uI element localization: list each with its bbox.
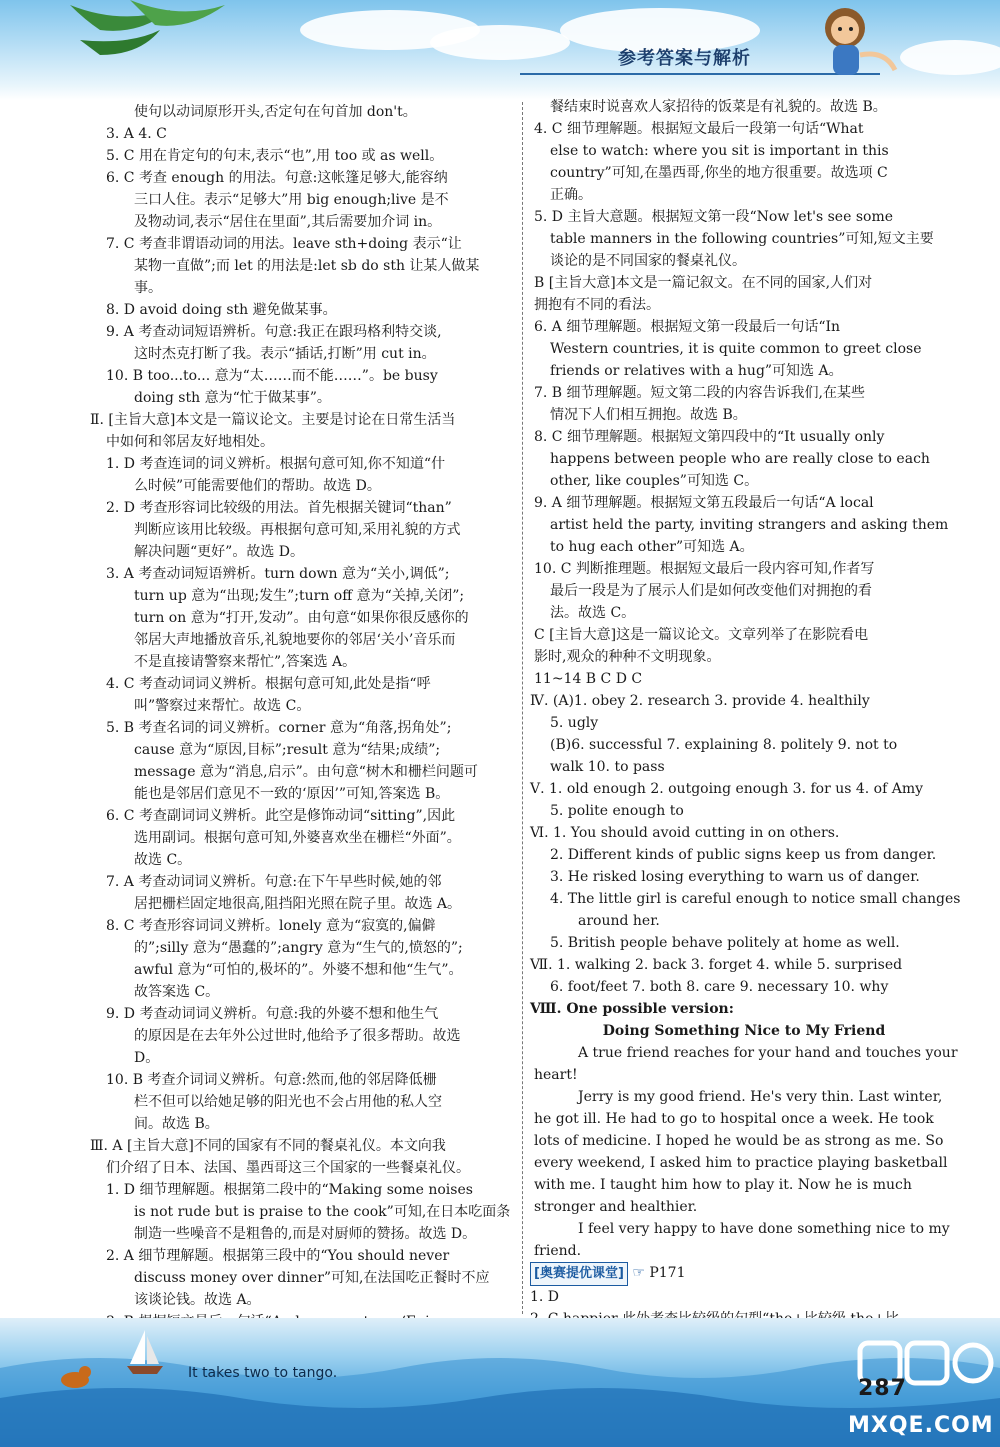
answer-line: 6. foot/feet 7. both 8. care 9. necessary 10. why [550, 979, 889, 995]
answer-line: 间。故选 B。 [134, 1116, 219, 1132]
answer-line: 判断应该用比较级。再根据句意可知,采用礼貌的方式 [134, 522, 461, 538]
answer-line: 及物动词,表示“居住在里面”,其后需要加介词 in。 [134, 214, 442, 230]
right-column [530, 96, 961, 1352]
cloud-decoration [430, 25, 570, 60]
answer-line: walk 10. to pass [550, 759, 665, 775]
left-column [86, 101, 518, 1355]
answer-line: 5. British people behave politely at home as well. [550, 935, 900, 951]
answer-line: 中如何和邻居友好地相处。 [106, 434, 274, 450]
essay-line: with me. I taught him how to play it. Now he is much [534, 1177, 912, 1193]
answer-line: Ⅱ. [主旨大意]本文是一篇议论文。主要是讨论在日常生活当 [90, 412, 456, 428]
answer-line: friends or relatives with a hug”可知选 A。 [550, 363, 843, 379]
answer-line: D。 [134, 1050, 160, 1066]
answer-line: message 意为“消息,启示”。由句意“树木和栅栏问题可 [134, 764, 478, 780]
answer-line: 2. D 考查形容词比较级的用法。首先根据关键词“than” [106, 500, 452, 516]
answer-line: 8. C 细节理解题。根据短文第四段中的“It usually only [534, 429, 885, 445]
answer-line: awful 意为“可怕的,极坏的”。外婆不想和他“生气”。 [134, 962, 463, 978]
answer-line: around her. [578, 913, 660, 929]
page-header [0, 0, 1000, 100]
page-number: 287 [858, 1376, 907, 1401]
answer-line: 故答案选 C。 [134, 984, 220, 1000]
sailboat-icon [125, 1328, 165, 1378]
essay-line: heart! [534, 1067, 578, 1083]
answer-line: doing sth 意为“忙于做某事”。 [134, 390, 331, 406]
answer-line: 1. D 细节理解题。根据第二段中的“Making some noises [106, 1182, 473, 1198]
answer-line: 谈论的是不同国家的餐桌礼仪。 [550, 253, 746, 269]
answer-line: else to watch: where you sit is important in this [550, 143, 889, 159]
answer-line: 1. D 考查连词的词义辨析。根据句意可知,你不知道“什 [106, 456, 446, 472]
footer-motto: It takes two to tango. [188, 1365, 338, 1381]
essay-line: A true friend reaches for your hand and touches your [578, 1045, 958, 1061]
pointing-hand-icon: ☞ [632, 1265, 645, 1281]
answer-line: 故选 C。 [134, 852, 192, 868]
answer-line: turn up 意为“出现;发生”;turn off 意为“关掉,关闭”; [134, 588, 465, 604]
answer-line: 8. C 考查形容词词义辨析。lonely 意为“寂寞的,偏僻 [106, 918, 436, 934]
answer-line: 7. B 细节理解题。短文第二段的内容告诉我们,在某些 [534, 385, 865, 401]
essay-line: I feel very happy to have done something nice to my [578, 1221, 950, 1237]
answer-line: 8. D avoid doing sth 避免做某事。 [106, 302, 337, 318]
answer-line: Western countries, it is quite common to greet close [550, 341, 922, 357]
answer-line: 6. A 细节理解题。根据短文第一段最后一句话“In [534, 319, 841, 335]
answer-line: Ⅳ. (A)1. obey 2. research 3. provide 4. healthily [530, 693, 870, 709]
answer-line: 拥抱有不同的看法。 [534, 297, 660, 313]
answer-line: 情况下人们相互拥抱。故选 B。 [550, 407, 747, 423]
answer-line: 选用副词。根据句意可知,外婆喜欢坐在栅栏“外面”。 [134, 830, 461, 846]
answer-line: artist held the party, inviting strangers and asking them [550, 517, 949, 533]
answer-line: 2. A 细节理解题。根据第三段中的“You should never [106, 1248, 450, 1264]
extra-section-label: [奥赛提优课堂] [530, 1262, 628, 1286]
answer-line: discuss money over dinner”可知,在法国吃正餐时不应 [134, 1270, 490, 1286]
answer-line: 们介绍了日本、法国、墨西哥这三个国家的一些餐桌礼仪。 [106, 1160, 470, 1176]
answer-line: country”可知,在墨西哥,你坐的地方很重要。故选项 C [550, 165, 888, 181]
answer-line: 邻居大声地播放音乐,礼貌地要你的邻居‘关小’音乐而 [134, 632, 456, 648]
header-title: 参考答案与解析 [618, 48, 751, 69]
essay-line: lots of medicine. I hoped he would be as strong as me. So [534, 1133, 944, 1149]
answer-line: 么时候”可能需要他们的帮助。故选 D。 [134, 478, 381, 494]
essay-line: he got ill. He had to go to hospital once a week. He took [534, 1111, 934, 1127]
answer-line: 9. A 细节理解题。根据短文第五段最后一句话“A local [534, 495, 874, 511]
page-footer [0, 1318, 1000, 1447]
answer-line: 三口人住。表示“足够大”用 big enough;live 是不 [134, 192, 449, 208]
answer-line: 9. A 考查动词短语辨析。句意:我正在跟玛格利特交谈, [106, 324, 442, 340]
answer-line: 某物一直做”;而 let 的用法是:let sb do sth 让某人做某 [134, 258, 480, 274]
answer-line: other, like couples”可知选 C。 [550, 473, 759, 489]
answer-line: 餐结束时说喜欢人家招待的饭菜是有礼貌的。故选 B。 [550, 99, 887, 115]
answer-line: 事。 [134, 280, 162, 296]
essay-line: every weekend, I asked him to practice playing basketball [534, 1155, 948, 1171]
answer-line: C [主旨大意]这是一篇议论文。文章列举了在影院看电 [534, 627, 869, 643]
answer-line: 的原因是在去年外公过世时,他给予了很多帮助。故选 [134, 1028, 461, 1044]
answer-line: 2. Different kinds of public signs keep us from danger. [550, 847, 937, 863]
answer-line: Ⅴ. 1. old enough 2. outgoing enough 3. for us 4. of Amy [530, 781, 924, 797]
answer-line: table manners in the following countries”可知,短文主要 [550, 231, 934, 247]
answer-line: 5. D 主旨大意题。根据短文第一段“Now let's see some [534, 209, 894, 225]
answer-line: 11~14 B C D C [534, 671, 643, 687]
answer-line: 10. B 考查介词词义辨析。句意:然而,他的邻居降低栅 [106, 1072, 437, 1088]
answer-line: 最后一段是为了展示人们是如何改变他们对拥抱的看 [550, 583, 872, 599]
answer-line: B [主旨大意]本文是一篇记叙文。在不同的国家,人们对 [534, 275, 873, 291]
answer-line: 5. B 考查名词的词义辨析。corner 意为“角落,拐角处”; [106, 720, 452, 736]
answer-line: 5. C 用在肯定句的句末,表示“也”,用 too 或 as well。 [106, 148, 444, 164]
answer-line: happens between people who are really close to each [550, 451, 930, 467]
answer-line: Ⅶ. 1. walking 2. back 3. forget 4. while 5. surprised [530, 957, 903, 973]
watermark-text: MXQE.COM [848, 1413, 994, 1438]
answer-line: 6. C 考查 enough 的用法。句意:这帐篷足够大,能容纳 [106, 170, 448, 186]
answer-line: 的”;silly 意为“愚蠢的”;angry 意为“生气的,愤怒的”; [134, 940, 463, 956]
writing-label: Ⅷ. One possible version: [530, 1001, 734, 1017]
answer-line: is not rude but is praise to the cook”可知,在日本吃面条 [134, 1204, 511, 1220]
cartoon-girl-icon [800, 0, 900, 95]
answer-line: cause 意为“原因,目标”;result 意为“结果;成绩”; [134, 742, 441, 758]
answer-line: turn on 意为“打开,发动”。由句意“如果你很反感你的 [134, 610, 469, 626]
answer-line: 9. D 考查动词词义辨析。句意:我的外婆不想和他生气 [106, 1006, 439, 1022]
answer-line: 居把栅栏固定地很高,阻挡阳光照在院子里。故选 A。 [134, 896, 462, 912]
answer-line: 正确。 [550, 187, 592, 203]
answer-line: 1. D [530, 1289, 560, 1305]
answer-line: 该谈论钱。故选 A。 [134, 1292, 261, 1308]
writing-body [530, 1042, 958, 1262]
answer-line: 4. C 考查动词词义辨析。根据句意可知,此处是指“呼 [106, 676, 431, 692]
answer-line: 不是直接请警察来帮忙”,答案选 A。 [134, 654, 357, 670]
answer-line: Ⅵ. 1. You should avoid cutting in on others. [530, 825, 840, 841]
essay-line: friend. [534, 1243, 582, 1259]
answer-line: 10. C 判断推理题。根据短文最后一段内容可知,作者写 [534, 561, 875, 577]
answer-line: to hug each other”可知选 A。 [550, 539, 754, 555]
answer-line: 5. ugly [550, 715, 599, 731]
essay-line: stronger and healthier. [534, 1199, 698, 1215]
right-answers [530, 96, 961, 998]
essay-line: Jerry is my good friend. He's very thin. Last winter, [578, 1089, 943, 1105]
column-divider [522, 102, 524, 1314]
answer-line: 叫”警察过来帮忙。故选 C。 [134, 698, 311, 714]
answer-line: 解决问题“更好”。故选 D。 [134, 544, 304, 560]
answer-line: 7. A 考查动词词义辨析。句意:在下午早些时候,她的邻 [106, 874, 442, 890]
extra-section-heading [530, 1262, 958, 1286]
answer-line: 法。故选 C。 [550, 605, 636, 621]
answer-line: Ⅲ. A [主旨大意]不同的国家有不同的餐桌礼仪。本文向我 [90, 1138, 446, 1154]
palm-tree-icon [60, 0, 230, 70]
answer-line: 栏不但可以给她足够的阳光也不会占用他的私人空 [134, 1094, 442, 1110]
answer-line: 6. C 考查副词词义辨析。此空是修饰动词“sitting”,因此 [106, 808, 456, 824]
answer-line: 影时,观众的种种不文明现象。 [534, 649, 721, 665]
answer-line: 10. B too...to... 意为“太……而不能……”。be busy [106, 368, 438, 384]
writing-title: Doing Something Nice to My Friend [602, 1023, 886, 1039]
answer-line: 4. The little girl is careful enough to notice small changes [550, 891, 961, 907]
answer-line: 4. C 细节理解题。根据短文最后一段第一句话“What [534, 121, 864, 137]
answer-line: 3. A 考查动词短语辨析。turn down 意为“关小,调低”; [106, 566, 450, 582]
answer-line: 这时杰克打断了我。表示“插话,打断”用 cut in。 [134, 346, 436, 362]
answer-line: (B)6. successful 7. explaining 8. politely 9. not to [550, 737, 898, 753]
answer-line: 5. polite enough to [550, 803, 684, 819]
answer-line: 3. A 4. C [106, 126, 167, 142]
extra-page-ref: P171 [649, 1265, 686, 1281]
answer-line: 制造一些噪音不是粗鲁的,而是对厨师的赞扬。故选 D。 [134, 1226, 477, 1242]
answer-line: 使句以动词原形开头,否定句在句首加 don't。 [134, 104, 417, 120]
cloud-decoration [900, 40, 1000, 75]
answer-line: 3. He risked losing everything to warn us of danger. [550, 869, 920, 885]
answer-line: 能也是邻居们意见不一致的‘原因’”可知,答案选 B。 [134, 786, 450, 802]
duck-icon [55, 1360, 95, 1390]
answer-line: 7. C 考查非谓语动词的用法。leave sth+doing 表示“让 [106, 236, 462, 252]
